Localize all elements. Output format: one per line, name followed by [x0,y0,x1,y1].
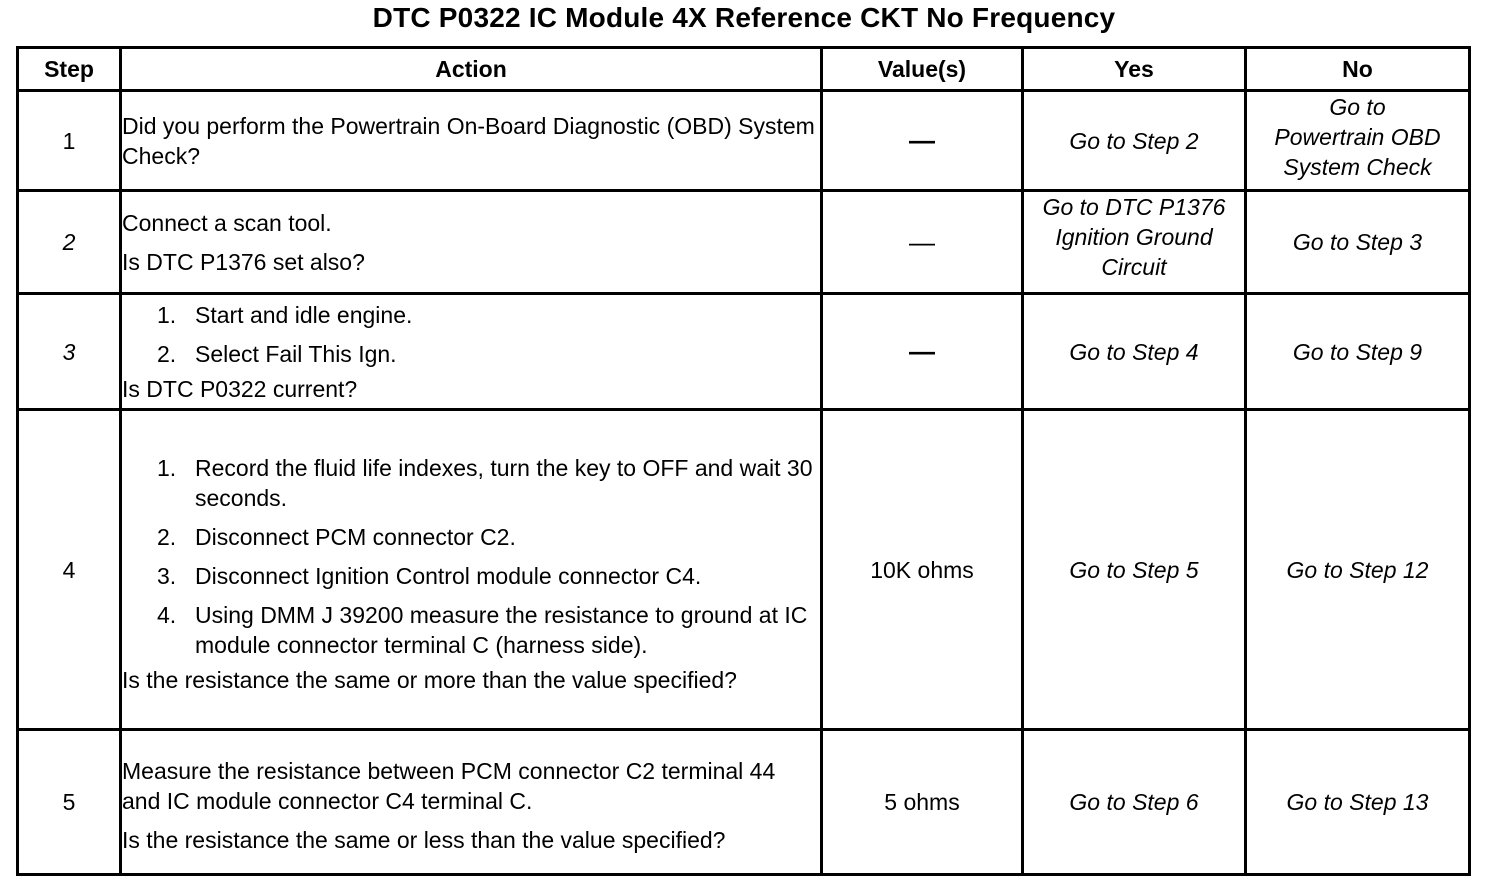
yes-cell [1023,294,1246,410]
yes-prefix: Go to [1042,194,1099,220]
yes-text: Go to Step 6 [1069,789,1199,815]
no-text: Go to Step 12 [1286,556,1429,583]
yes-text: DTC P1376 Ignition Ground Circuit [1055,194,1226,280]
table-row [18,410,1470,730]
action-cell [121,730,822,875]
action-text: Did you perform the Powertrain On-Board Diagnostic (OBD) System Check? [122,112,815,169]
header-step: Step [18,48,121,91]
step-number: 4 [18,410,121,730]
value-cell [822,191,1023,294]
action-cell [121,191,822,294]
yes-cell [1023,191,1246,294]
no-cell [1246,730,1470,875]
value-text: 10K ohms [870,556,974,583]
action-cell [121,91,822,191]
value-text: — [909,336,935,366]
no-cell [1246,294,1470,410]
action-question: Is the resistance the same or less than the value specified? [122,826,726,853]
header-action: Action [121,48,822,91]
table-header-row [18,48,1470,91]
no-cell [1246,191,1470,294]
list-item: 2. Disconnect PCM connector C2. [157,523,516,550]
yes-text: Go to Step 4 [1069,338,1199,365]
action-list [122,453,820,660]
value-cell [822,730,1023,875]
table-row [18,91,1470,191]
yes-cell [1023,730,1246,875]
action-question: Is the resistance the same or more than the value specified? [122,666,737,693]
list-item: 2. Select Fail This Ign. [157,340,397,367]
no-text: Go to Step 13 [1286,789,1429,815]
action-question: Is DTC P1376 set also? [122,248,365,275]
no-prefix: Go to [1329,94,1386,120]
value-text: — [909,125,935,155]
header-yes: Yes [1023,48,1246,91]
header-values: Value(s) [822,48,1023,91]
list-item: 1. Record the fluid life indexes, turn the key to OFF and wait 30 seconds. [157,454,813,511]
action-cell [121,294,822,410]
table-row [18,191,1470,294]
action-cell [121,410,822,730]
header-no: No [1246,48,1470,91]
step-number: 5 [18,730,121,875]
value-cell [822,410,1023,730]
step-number: 1 [18,91,121,191]
no-text: Go to Step 3 [1292,229,1423,255]
value-cell [822,91,1023,191]
value-text: 5 ohms [884,789,960,815]
action-text: Measure the resistance between PCM connector C2 terminal 44 and IC module connector C4 terminal C. [122,757,776,814]
no-cell [1246,91,1470,191]
action-question: Is DTC P0322 current? [122,375,358,402]
page-title: DTC P0322 IC Module 4X Reference CKT No Frequency [372,2,1116,33]
action-list [122,300,820,369]
list-item: 4. Using DMM J 39200 measure the resistance to ground at IC module connector terminal C (harness side). [157,601,808,658]
step-number: 3 [18,294,121,410]
no-cell [1246,410,1470,730]
value-cell [822,294,1023,410]
value-text: — [909,226,935,257]
table-row [18,294,1470,410]
list-item: 3. Disconnect Ignition Control module connector C4. [157,562,702,589]
yes-text: Go to Step 2 [1069,127,1199,154]
yes-text: Go to Step 5 [1069,556,1199,583]
no-text: Go to Step 9 [1292,338,1423,365]
no-text: Powertrain OBD System Check [1274,124,1441,180]
table-row [18,730,1470,875]
diagnostic-table [16,46,1471,876]
step-number: 2 [18,191,121,294]
yes-cell [1023,410,1246,730]
action-text: Connect a scan tool. [122,209,332,236]
yes-cell [1023,91,1246,191]
list-item: 1. Start and idle engine. [157,301,413,328]
